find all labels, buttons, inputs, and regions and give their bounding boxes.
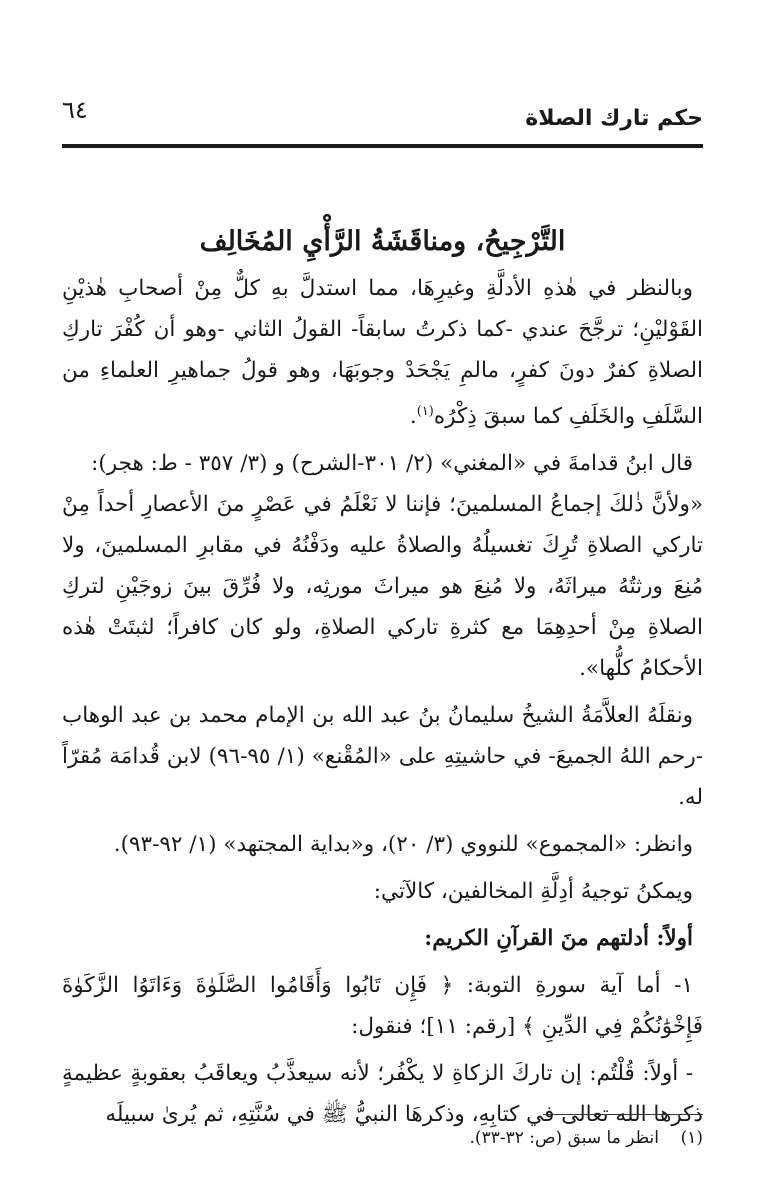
page-number: ٦٤ xyxy=(62,96,88,124)
footnote-ref[interactable]: (١) xyxy=(416,404,434,419)
paragraph-1-text: وبالنظر في هٰذهِ الأدلَّةِ وغيرِهَا، مما استدلَّ بهِ كلٌّ مِنْ أصحابِ هٰذيْنِ القَوْليْنِ؛ ترجَّحَ عندي -كما ذكرتُ سابقاً- القولُ الثاني -وهو أن كُفْرَ تاركِ الصلاةِ كفرٌ دونَ كفرٍ، مالمِ يَجْحَدْ وجوبَهَا، وهو قولُ جماهيرِ العلماءِ من السَّلَفِ والخَلَفِ كما سبقَ ذِكْرُه xyxy=(62,276,703,430)
footnote-text: انظر ما سبق (ص: ٣٢-٣٣). xyxy=(469,1128,659,1148)
section-heading: التَّرْجِيحُ، ومناقَشَةُ الرَّأْيِ المُخَالِف xyxy=(199,226,566,257)
paragraph-1-end: . xyxy=(409,404,417,430)
footnote xyxy=(62,1125,703,1151)
paragraph-1 xyxy=(62,268,703,437)
paragraph-6: ويمكنُ توجيهُ أدِلَّةِ المخالفين، كالآتي: xyxy=(373,879,693,905)
header-rule xyxy=(62,144,703,148)
footnote-number: (١) xyxy=(680,1128,703,1148)
paragraph-5: وانظر: «المجموع» للنووي (٣/ ٢٠)، و«بداية المجتهد» (١/ ٩٢-٩٣). xyxy=(113,832,693,858)
main-content xyxy=(62,222,703,1135)
footnote-rule xyxy=(543,1114,703,1115)
paragraph-9: - أولاً: قُلْتُم: إن تاركَ الزكاةِ لا يكْفُر؛ لأنه سيعذَّبُ ويعاقَبُ بعقوبةٍ عظيمةٍ ذكرها الله تعالى في كتابِهِ، وذكرهَا النبيُّ ﷺ في سُنَّتِهِ، ثم يُرىٰ سبيلَه xyxy=(62,1061,703,1128)
page-header xyxy=(62,94,703,140)
paragraph-7-heading: أولاً: أدلتهم منَ القرآنِ الكريم: xyxy=(424,926,693,952)
running-title: حكم تارك الصلاة xyxy=(525,106,703,131)
paragraph-2: قال ابنُ قدامةَ في «المغني» (٢/ ٣٠١-الشرح) و (٣/ ٣٥٧ - ط: هجر): xyxy=(91,451,693,477)
paragraph-3-quote: «ولأنَّ ذٰلكَ إجماعُ المسلمينَ؛ فإننا لا نَعْلَمُ في عَصْرٍ منَ الأعصارِ أحداً مِنْ تاركي الصلاةِ تُرِكَ تغسيلُهُ والصلاةُ عليه ودَفْنُهُ في مقابرِ المسلمينَ، ولا مُنِعَ ورثتُهُ ميراثَهُ، ولا مُنِعَ هو ميراثَ مورثِه، ولا فُرِّقَ بينَ زوجَيْنِ لتركِ الصلاةِ مِنْ أحدِهِمَا مع كثرةِ تاركي الصلاةِ، ولو كان كافراً؛ لثبتَتْ هٰذه الأحكامُ كلُّها». xyxy=(62,492,703,682)
paragraph-4: ونقلَهُ العلاَّمَةُ الشيخُ سليمانُ بنُ عبد الله بن الإمام محمد بن عبد الوهاب -رحم اللهُ الجميعَ- في حاشيتِهِ على «المُقْنع» (١/ ٩٥-٩٦) لابن قُدامَة مُقرّاً له. xyxy=(62,703,703,811)
paragraph-8-verse: ١- أما آية سورةِ التوبة: ﴿ فَإِن تَابُوا وَأَقَامُوا الصَّلَوٰةَ وَءَاتَوُا الزَّكَوٰةَ فَإِخْوَٰنُكُمْ فِي الدِّينِ ﴾ [رقم: ١١]؛ فنقول: xyxy=(62,973,703,1040)
